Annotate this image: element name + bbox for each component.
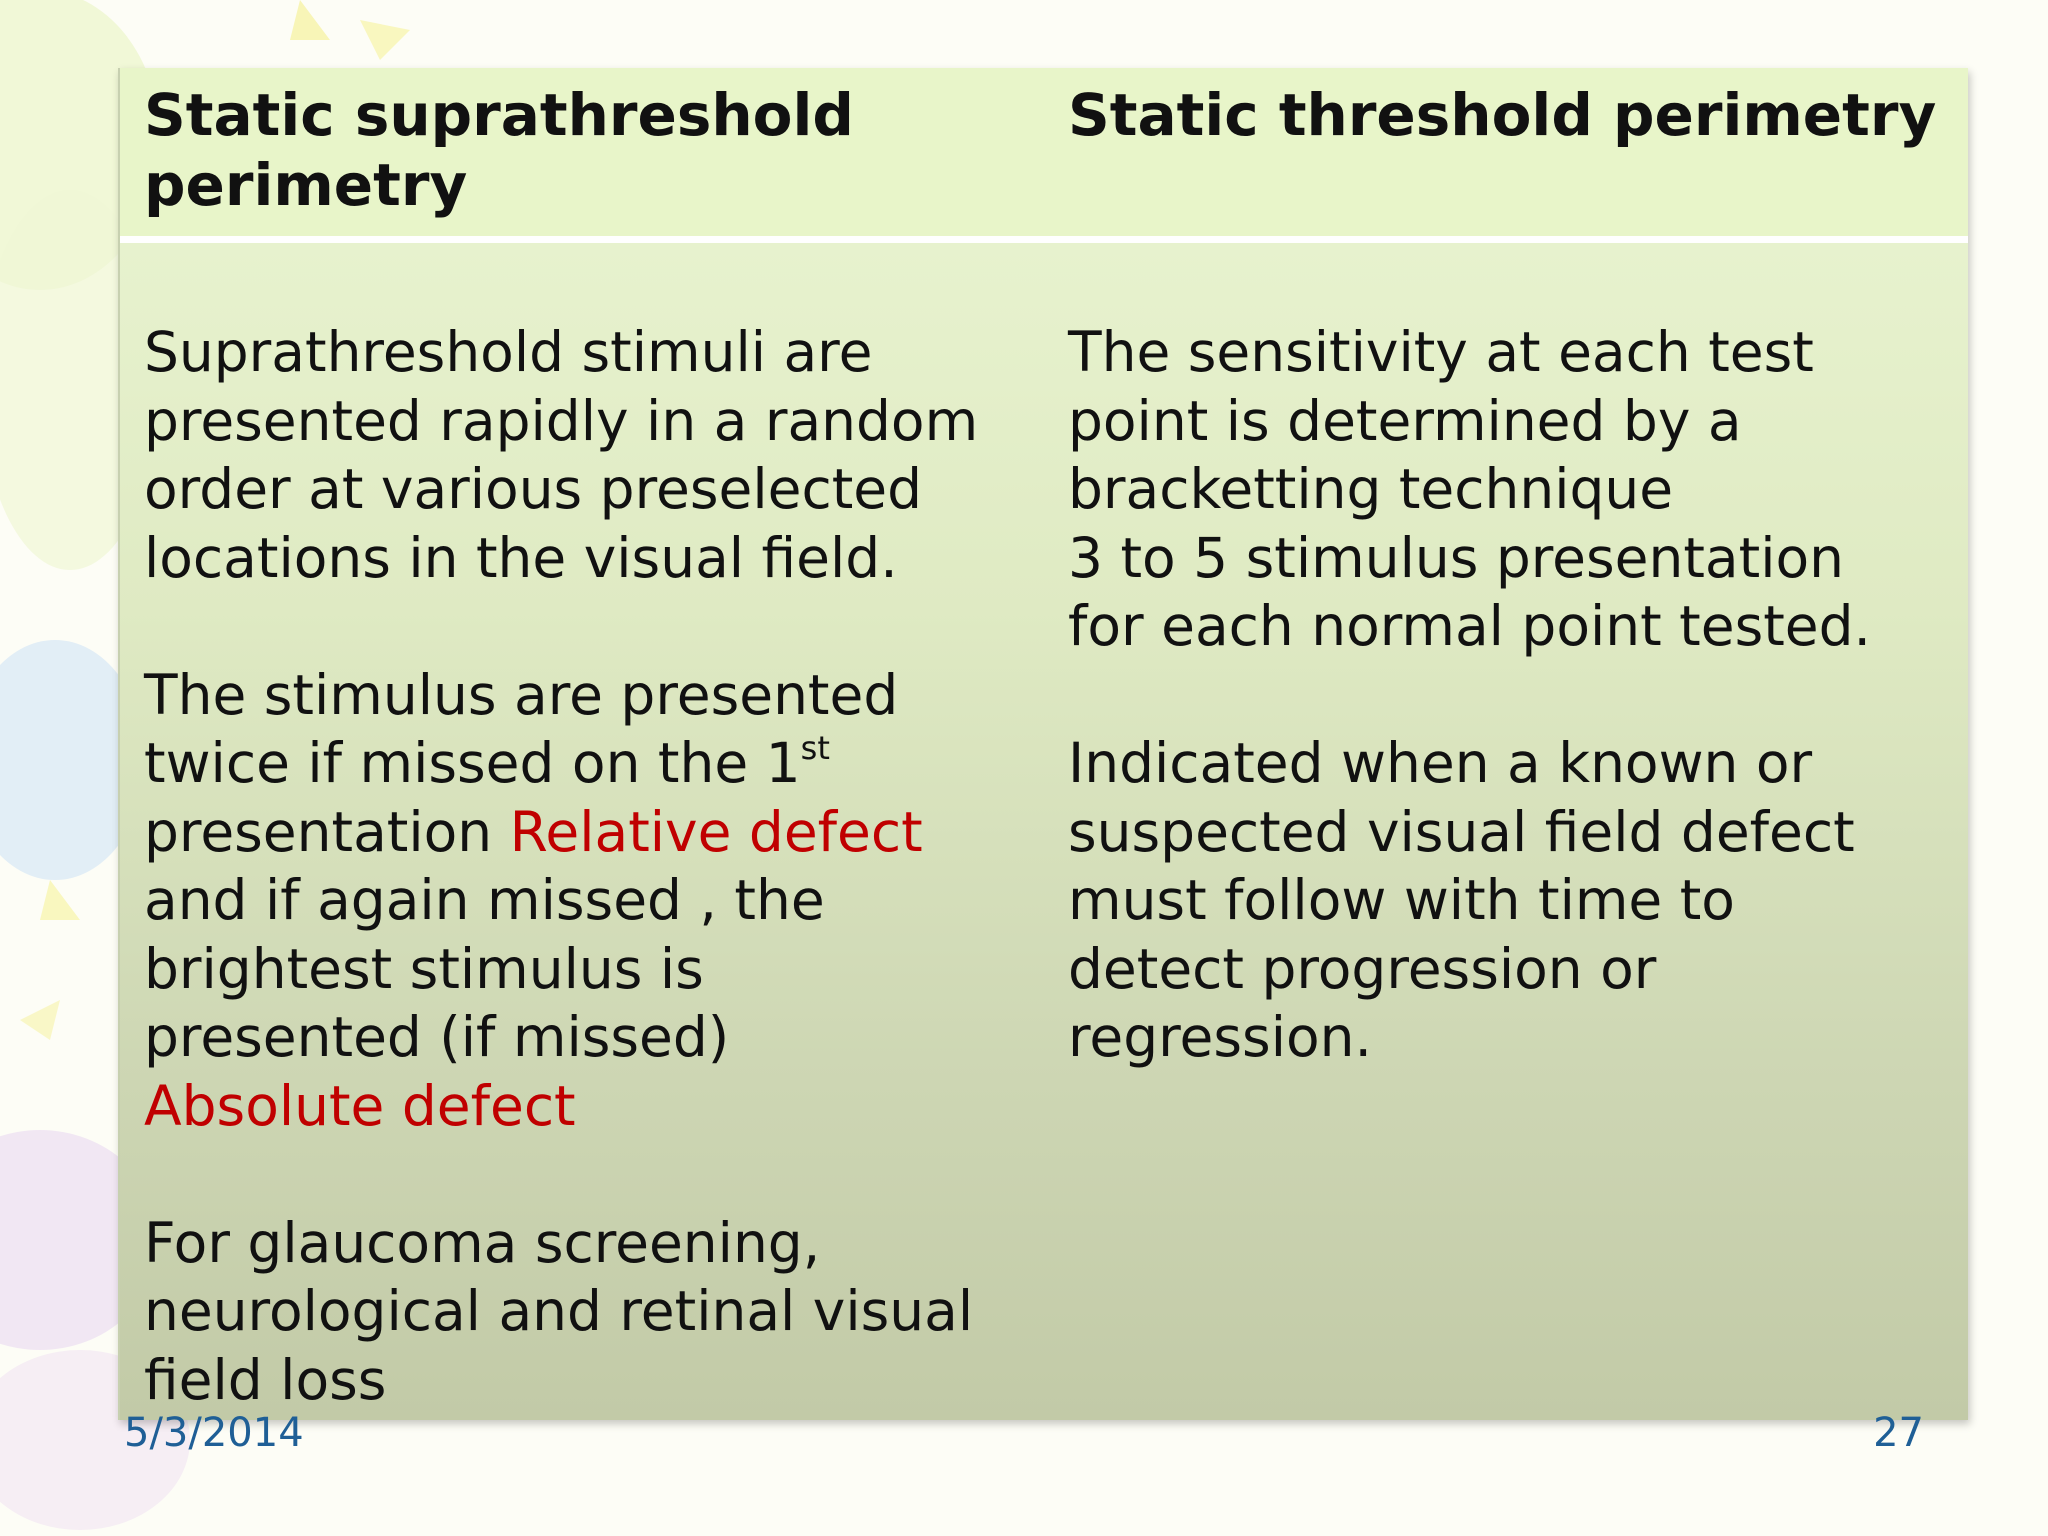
relative-defect-label: Relative defect <box>509 799 923 864</box>
right-column-body <box>1068 318 1958 1072</box>
left-p2-line <box>144 798 1044 867</box>
right-p2-line: must follow with time to <box>1068 868 1735 932</box>
absolute-defect-label: Absolute defect <box>144 1073 576 1138</box>
header-static-threshold: Static threshold perimetry <box>1068 81 1937 149</box>
right-p1-line: The sensitivity at each test <box>1068 320 1814 384</box>
left-p1-line: presented rapidly in a random <box>144 388 979 453</box>
right-p2-line: detect progression or <box>1068 936 1657 1001</box>
paragraph-gap <box>144 1140 1044 1209</box>
left-column-body <box>144 318 1044 1414</box>
left-p1-line: locations in the visual field. <box>144 525 898 590</box>
paragraph-gap <box>144 592 1044 661</box>
header-static-suprathreshold: Static suprathreshold perimetry <box>144 81 854 219</box>
left-p2-line: and if again missed , the <box>144 868 825 932</box>
comparison-table <box>118 68 1968 1420</box>
footer-date: 5/3/2014 <box>124 1410 304 1456</box>
slide-number: 27 <box>1873 1410 1924 1456</box>
table-header-row <box>120 68 1968 243</box>
right-p1-line: point is determined by a <box>1068 388 1742 453</box>
right-p1-line: 3 to 5 stimulus presentation <box>1068 525 1844 590</box>
left-p3-line: field loss <box>144 1347 387 1412</box>
left-p3-line: neurological and retinal visual <box>144 1279 974 1343</box>
right-p1-line: bracketting technique <box>1068 457 1674 521</box>
left-p2-line: brightest stimulus is <box>144 936 704 1001</box>
right-p1-line: for each normal point tested. <box>1068 594 1872 658</box>
left-p3-line: For glaucoma screening, <box>144 1210 821 1275</box>
left-p2-line: The stimulus are presented <box>144 662 899 727</box>
left-p1-line: order at various preselected <box>144 457 923 521</box>
paragraph-gap <box>1068 661 1958 730</box>
left-p2-text: twice if missed on the 1 <box>144 731 801 795</box>
right-p2-line: regression. <box>1068 1005 1372 1069</box>
right-p2-line: Indicated when a known or <box>1068 731 1813 795</box>
left-p1-line: Suprathreshold stimuli are <box>144 320 873 384</box>
left-p2-text: presentation <box>144 799 510 864</box>
left-p2-line: presented (if missed) <box>144 1005 730 1069</box>
left-p2-line <box>144 729 1044 798</box>
ordinal-superscript: st <box>800 728 830 767</box>
right-p2-line: suspected visual field defect <box>1068 799 1855 864</box>
